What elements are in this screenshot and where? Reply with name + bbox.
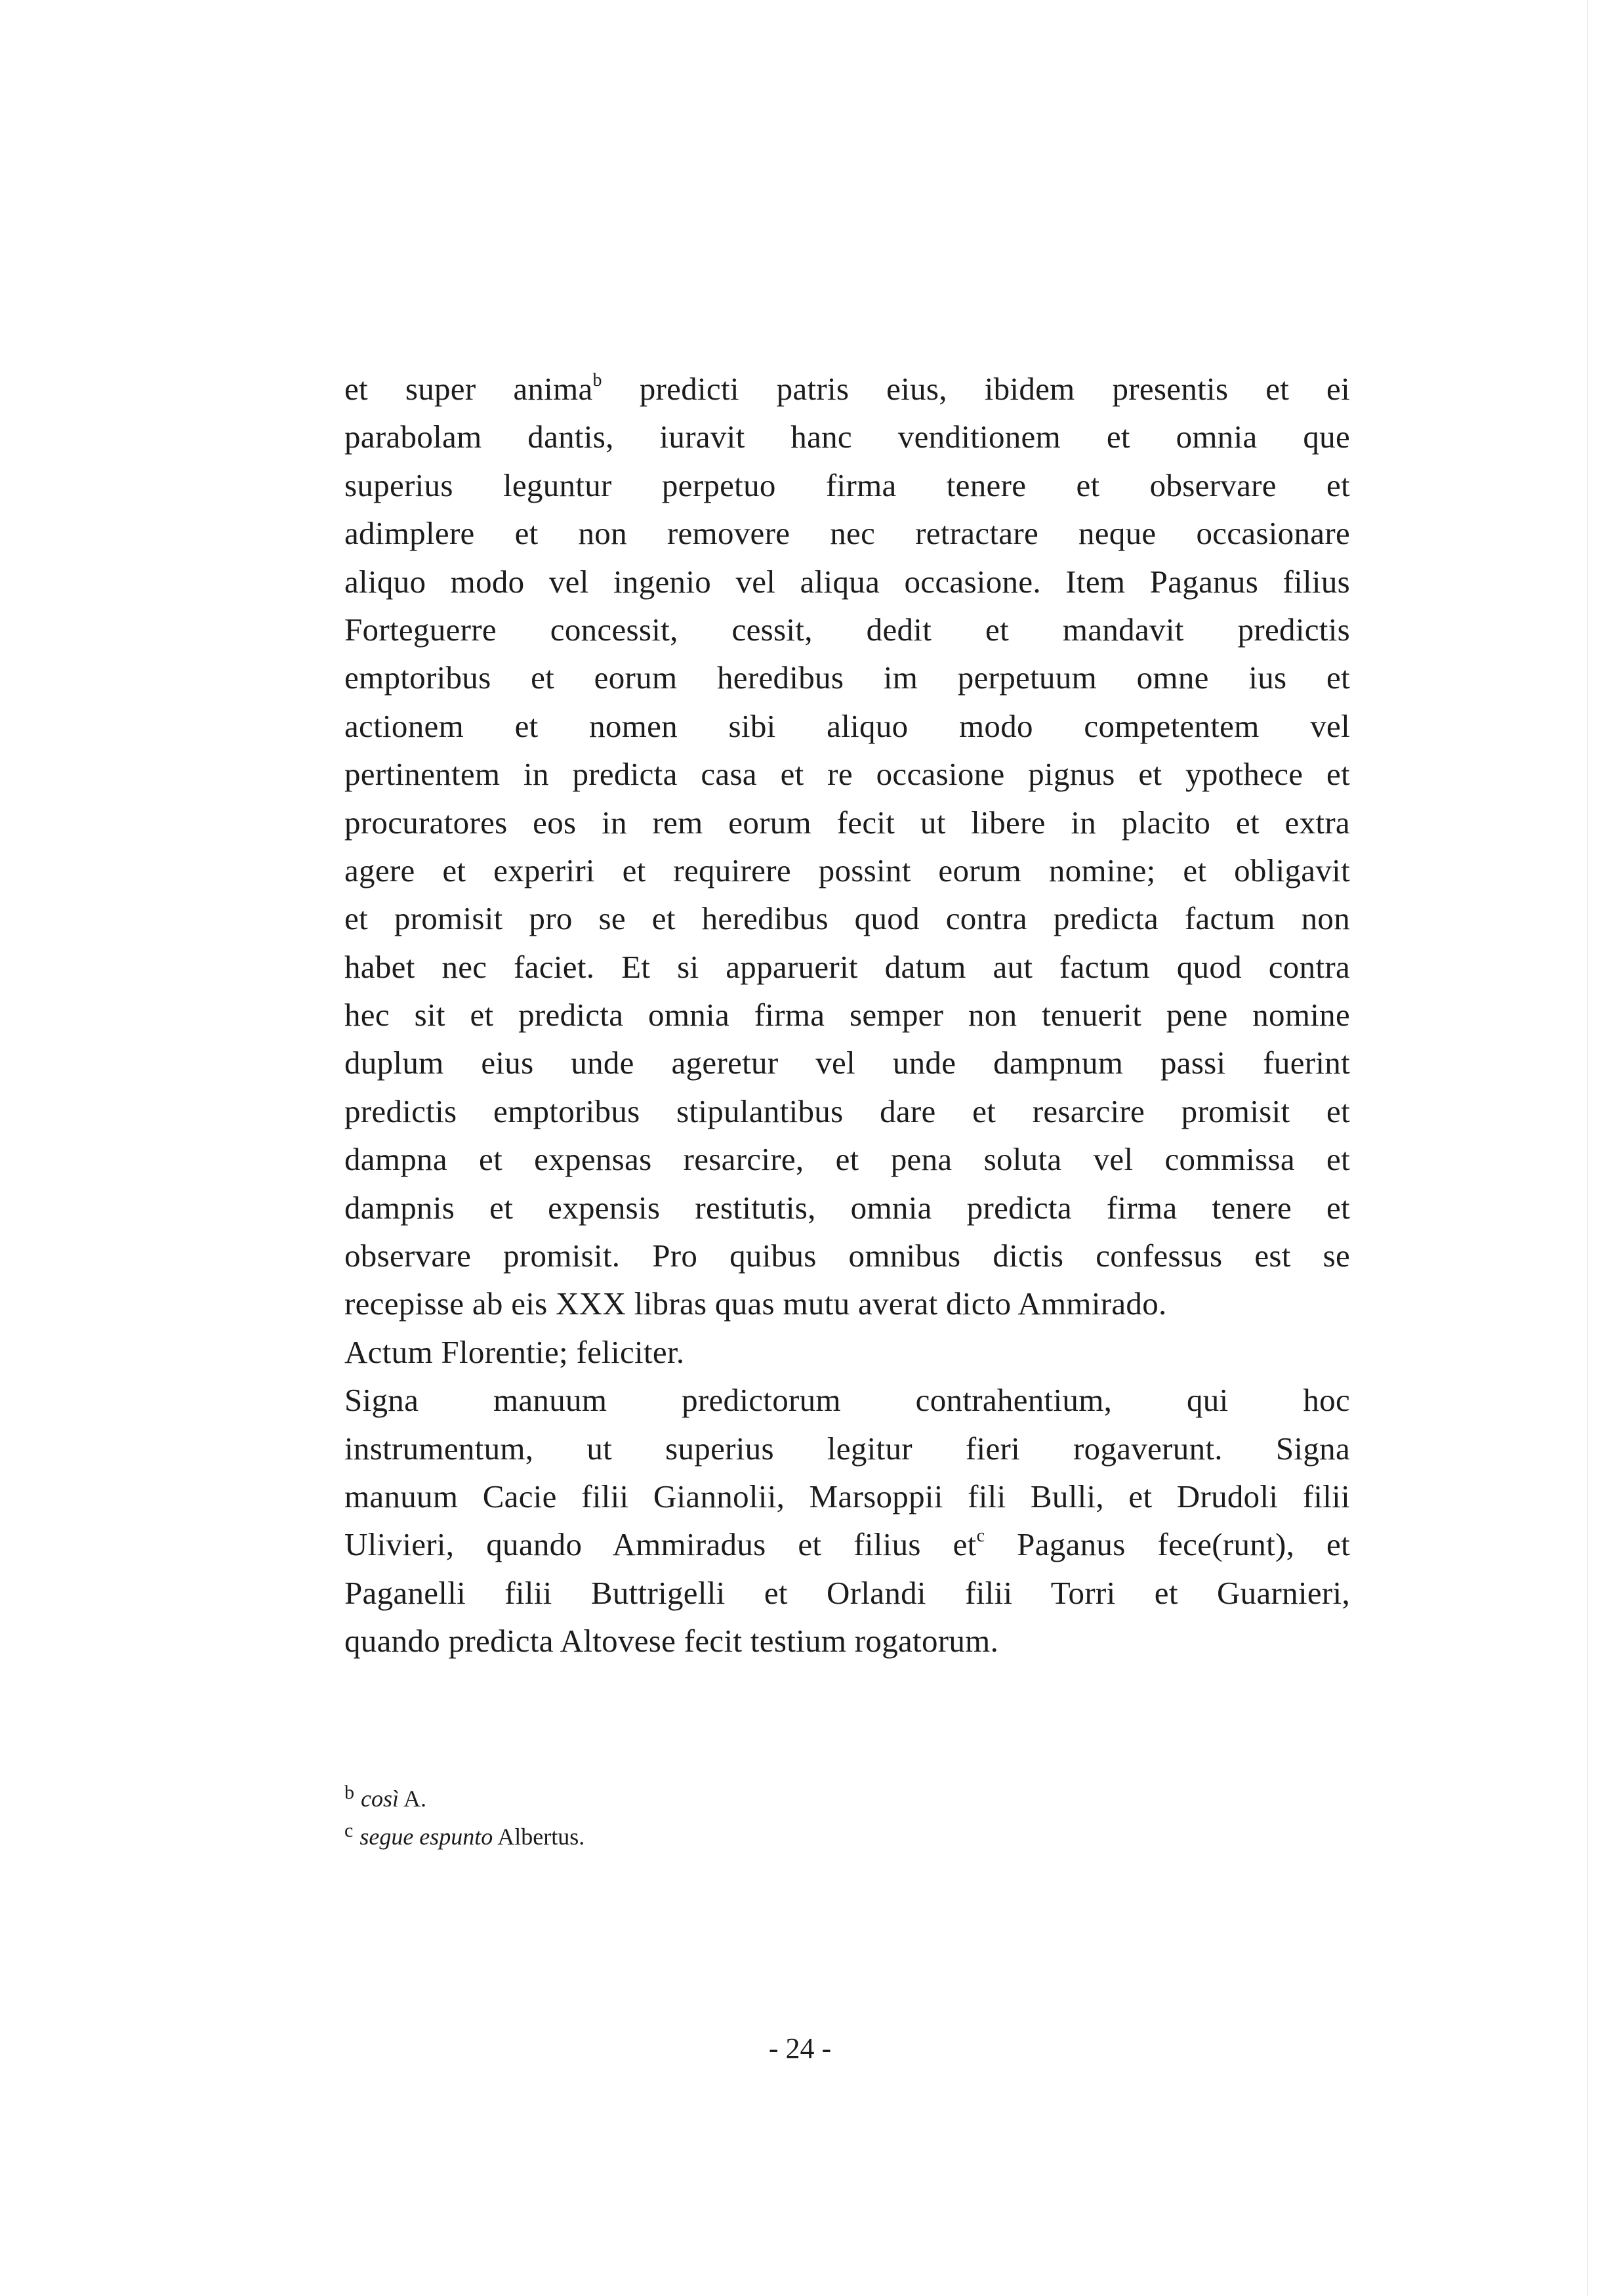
line-text: quando predicta Altovese fecit testium rogatorum. [344,1623,999,1659]
line-text: adimplere et non removere nec retractare neque occasionare [344,515,1350,552]
line-text: predictis emptoribus stipulantibus dare et resarcire promisit et [344,1093,1350,1129]
text-line [344,702,1350,750]
text-line [344,413,1350,461]
line-text: dampnis et expensis restitutis, omnia predicta firma tenere et [344,1189,1350,1226]
line-text: Forteguerre concessit, cessit, dedit et mandavit predictis [344,611,1350,648]
text-line [344,1280,1350,1327]
line-text-continued: predicti patris eius, ibidem presentis et ei [602,371,1350,407]
text-line [344,606,1350,654]
text-line [344,1135,1350,1183]
text-line [344,509,1350,557]
footnote-reference: c [976,1526,985,1547]
text-line [344,1232,1350,1280]
text-line [344,365,1350,413]
text-line [344,846,1350,894]
text-line [344,1039,1350,1087]
line-text: parabolam dantis, iuravit hanc venditionem et omnia que [344,419,1350,455]
text-line [344,461,1350,509]
page-edge [1587,0,1588,2296]
text-line [344,894,1350,942]
text-line [344,750,1350,798]
footnote [344,1818,1350,1856]
line-text: dampna et expensas resarcire, et pena soluta vel commissa et [344,1141,1350,1178]
line-text: et promisit pro se et heredibus quod contra predicta factum non [344,900,1350,937]
line-text: pertinentem in predicta casa et re occasione pignus et ypothece et [344,756,1350,793]
text-line [344,1328,1350,1376]
line-text: manuum Cacie filii Giannolii, Marsoppii fili Bulli, et Drudoli filii [344,1478,1350,1514]
line-text: aliquo modo vel ingenio vel aliqua occasione. Item Paganus filius [344,563,1350,600]
text-line [344,558,1350,606]
line-text: actionem et nomen sibi aliquo modo competentem vel [344,707,1350,744]
footnote-text: A. [399,1785,427,1812]
line-text: recepisse ab eis XXX libras quas mutu averat dicto Ammirado. [344,1285,1167,1322]
line-text-continued: Paganus fece(runt), et [985,1526,1350,1563]
line-text: et super anima [344,371,593,407]
footnote-mark: c [344,1820,354,1841]
text-line [344,991,1350,1039]
body-text [344,365,1350,1665]
text-line [344,1425,1350,1472]
text-line [344,1087,1350,1135]
footnotes [344,1780,1350,1856]
line-text: hec sit et predicta omnia firma semper non tenuerit pene nomine [344,997,1350,1033]
text-line [344,1520,1350,1568]
text-line [344,1617,1350,1665]
text-line [344,799,1350,846]
footnote-reference: b [592,369,602,390]
line-text: Signa manuum predictorum contrahentium, qui hoc [344,1382,1350,1419]
text-line [344,1184,1350,1232]
line-text: procuratores eos in rem eorum fecit ut libere in placito et extra [344,804,1350,841]
line-text: Paganelli filii Buttrigelli et Orlandi filii Torri et Guarnieri, [344,1574,1350,1611]
text-line [344,654,1350,701]
footnote-italic-text: così [361,1785,399,1812]
line-text: Actum Florentie; feliciter. [344,1333,685,1370]
line-text: observare promisit. Pro quibus omnibus dictis confessus est se [344,1238,1350,1274]
text-line [344,1569,1350,1617]
line-text: habet nec faciet. Et si apparuerit datum aut factum quod contra [344,948,1350,985]
line-text: instrumentum, ut superius legitur fieri rogaverunt. Signa [344,1430,1350,1467]
footnote [344,1780,1350,1818]
line-text: agere et experiri et requirere possint eorum nomine; et obligavit [344,852,1350,888]
text-line [344,1376,1350,1424]
footnote-italic-text: segue espunto [359,1824,493,1850]
footnote-text: Albertus. [493,1824,585,1850]
line-text: superius leguntur perpetuo firma tenere et observare et [344,467,1350,503]
footnote-mark: b [344,1782,354,1803]
text-line [344,1472,1350,1520]
line-text: emptoribus et eorum heredibus im perpetuum omne ius et [344,659,1350,696]
line-text: duplum eius unde ageretur vel unde dampnum passi fuerint [344,1045,1350,1081]
line-text: Ulivieri, quando Ammiradus et filius et [344,1526,977,1563]
text-line [344,943,1350,991]
page-number: - 24 - [768,2032,832,2064]
